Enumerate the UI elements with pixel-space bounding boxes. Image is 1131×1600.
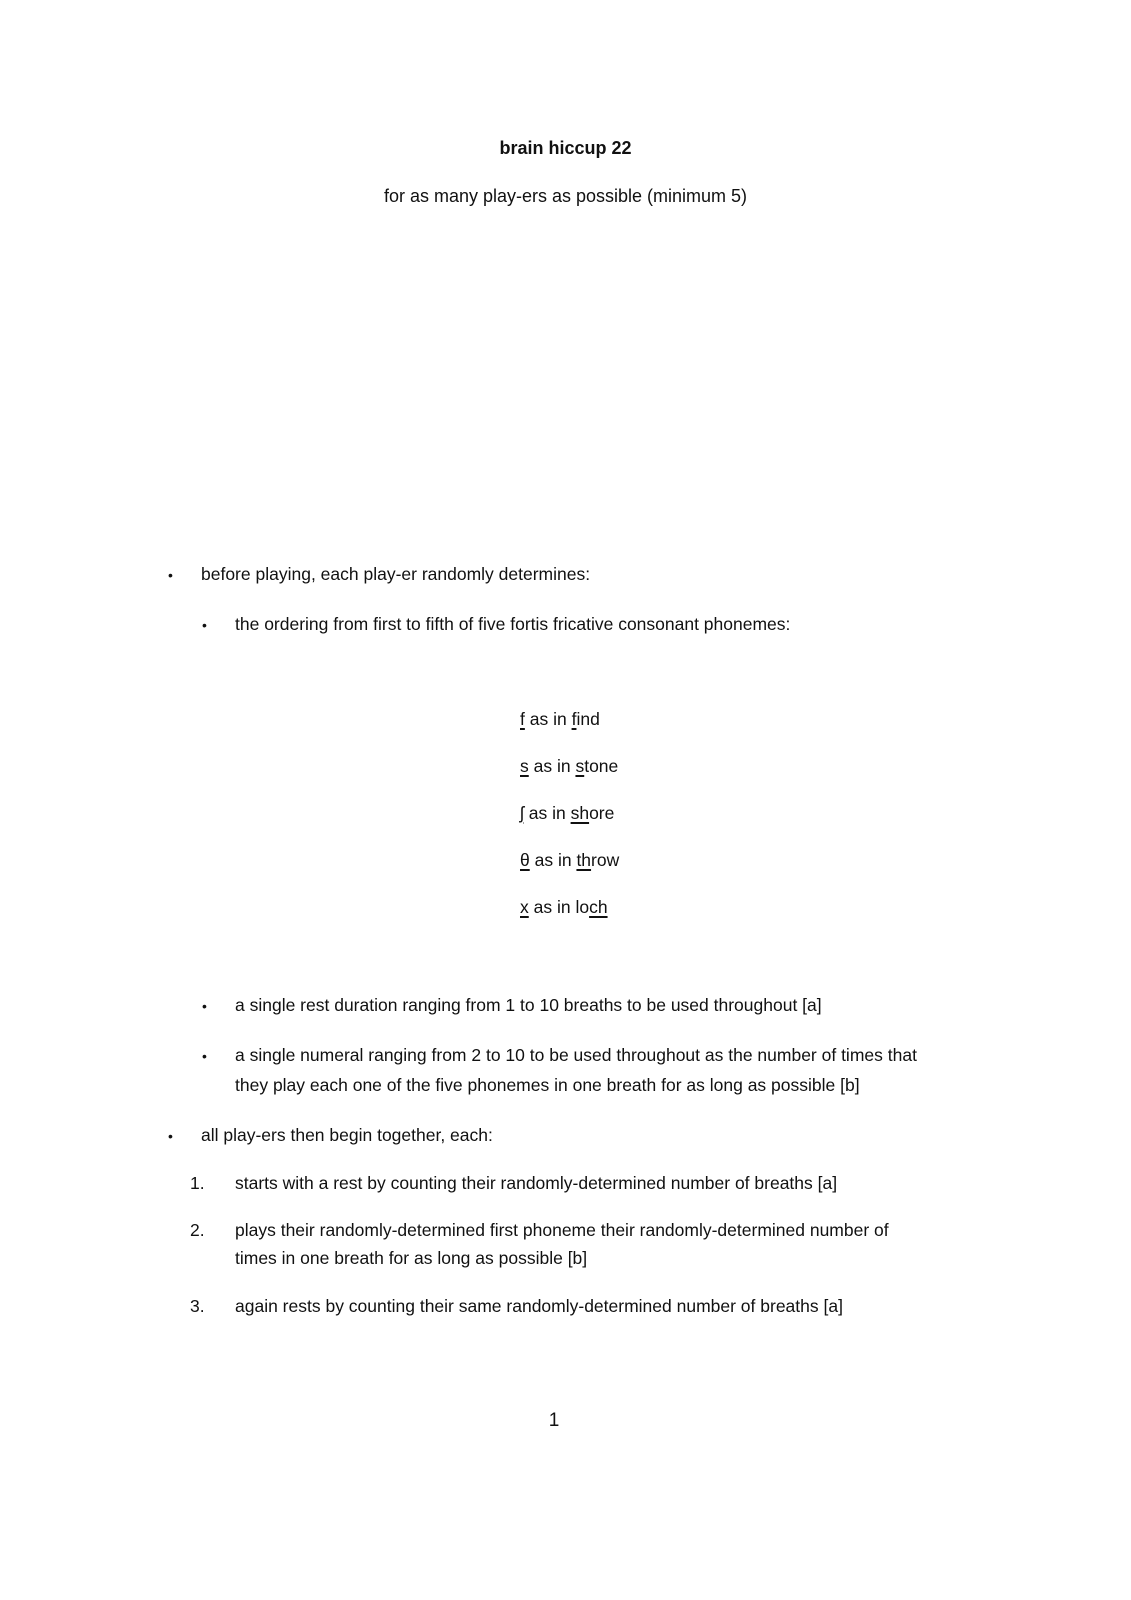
document-title: brain hiccup 22 bbox=[499, 138, 632, 158]
phoneme-item: ʃ as in shore bbox=[520, 803, 615, 823]
numeral-text-line2: they play each one of the five phonemes in one breath for as long as possible [b] bbox=[235, 1075, 860, 1095]
phoneme-item: θ as in throw bbox=[520, 850, 620, 870]
bullet-icon: • bbox=[202, 998, 207, 1014]
rest-text: a single rest duration ranging from 1 to 10 breaths to be used throughout [a] bbox=[235, 995, 822, 1015]
ordering-text: the ordering from first to fifth of five fortis fricative consonant phonemes: bbox=[235, 614, 791, 634]
step-number: 3. bbox=[190, 1296, 205, 1316]
phoneme-item: f as in find bbox=[520, 709, 600, 729]
phoneme-item: x as in loch bbox=[520, 897, 608, 917]
step-text: again rests by counting their same randomly-determined number of breaths [a] bbox=[235, 1296, 843, 1316]
bullet-icon: • bbox=[168, 567, 173, 583]
begin-text: all play-ers then begin together, each: bbox=[201, 1125, 493, 1145]
step-number: 1. bbox=[190, 1173, 205, 1193]
step-text: starts with a rest by counting their randomly-determined number of breaths [a] bbox=[235, 1173, 838, 1193]
numeral-text-line1: a single numeral ranging from 2 to 10 to be used throughout as the number of times that bbox=[235, 1045, 917, 1065]
intro-text: before playing, each play-er randomly determines: bbox=[201, 564, 591, 584]
step-text: plays their randomly-determined first phoneme their randomly-determined number of bbox=[235, 1220, 889, 1240]
bullet-icon: • bbox=[202, 1048, 207, 1064]
document-subtitle: for as many play-ers as possible (minimum 5) bbox=[383, 186, 748, 206]
bullet-icon: • bbox=[202, 617, 207, 633]
step-text-continued: times in one breath for as long as possible [b] bbox=[235, 1248, 588, 1268]
bullet-icon: • bbox=[168, 1128, 173, 1144]
phoneme-item: s as in stone bbox=[520, 756, 619, 776]
page-number: 1 bbox=[548, 1410, 560, 1431]
step-number: 2. bbox=[190, 1220, 205, 1240]
